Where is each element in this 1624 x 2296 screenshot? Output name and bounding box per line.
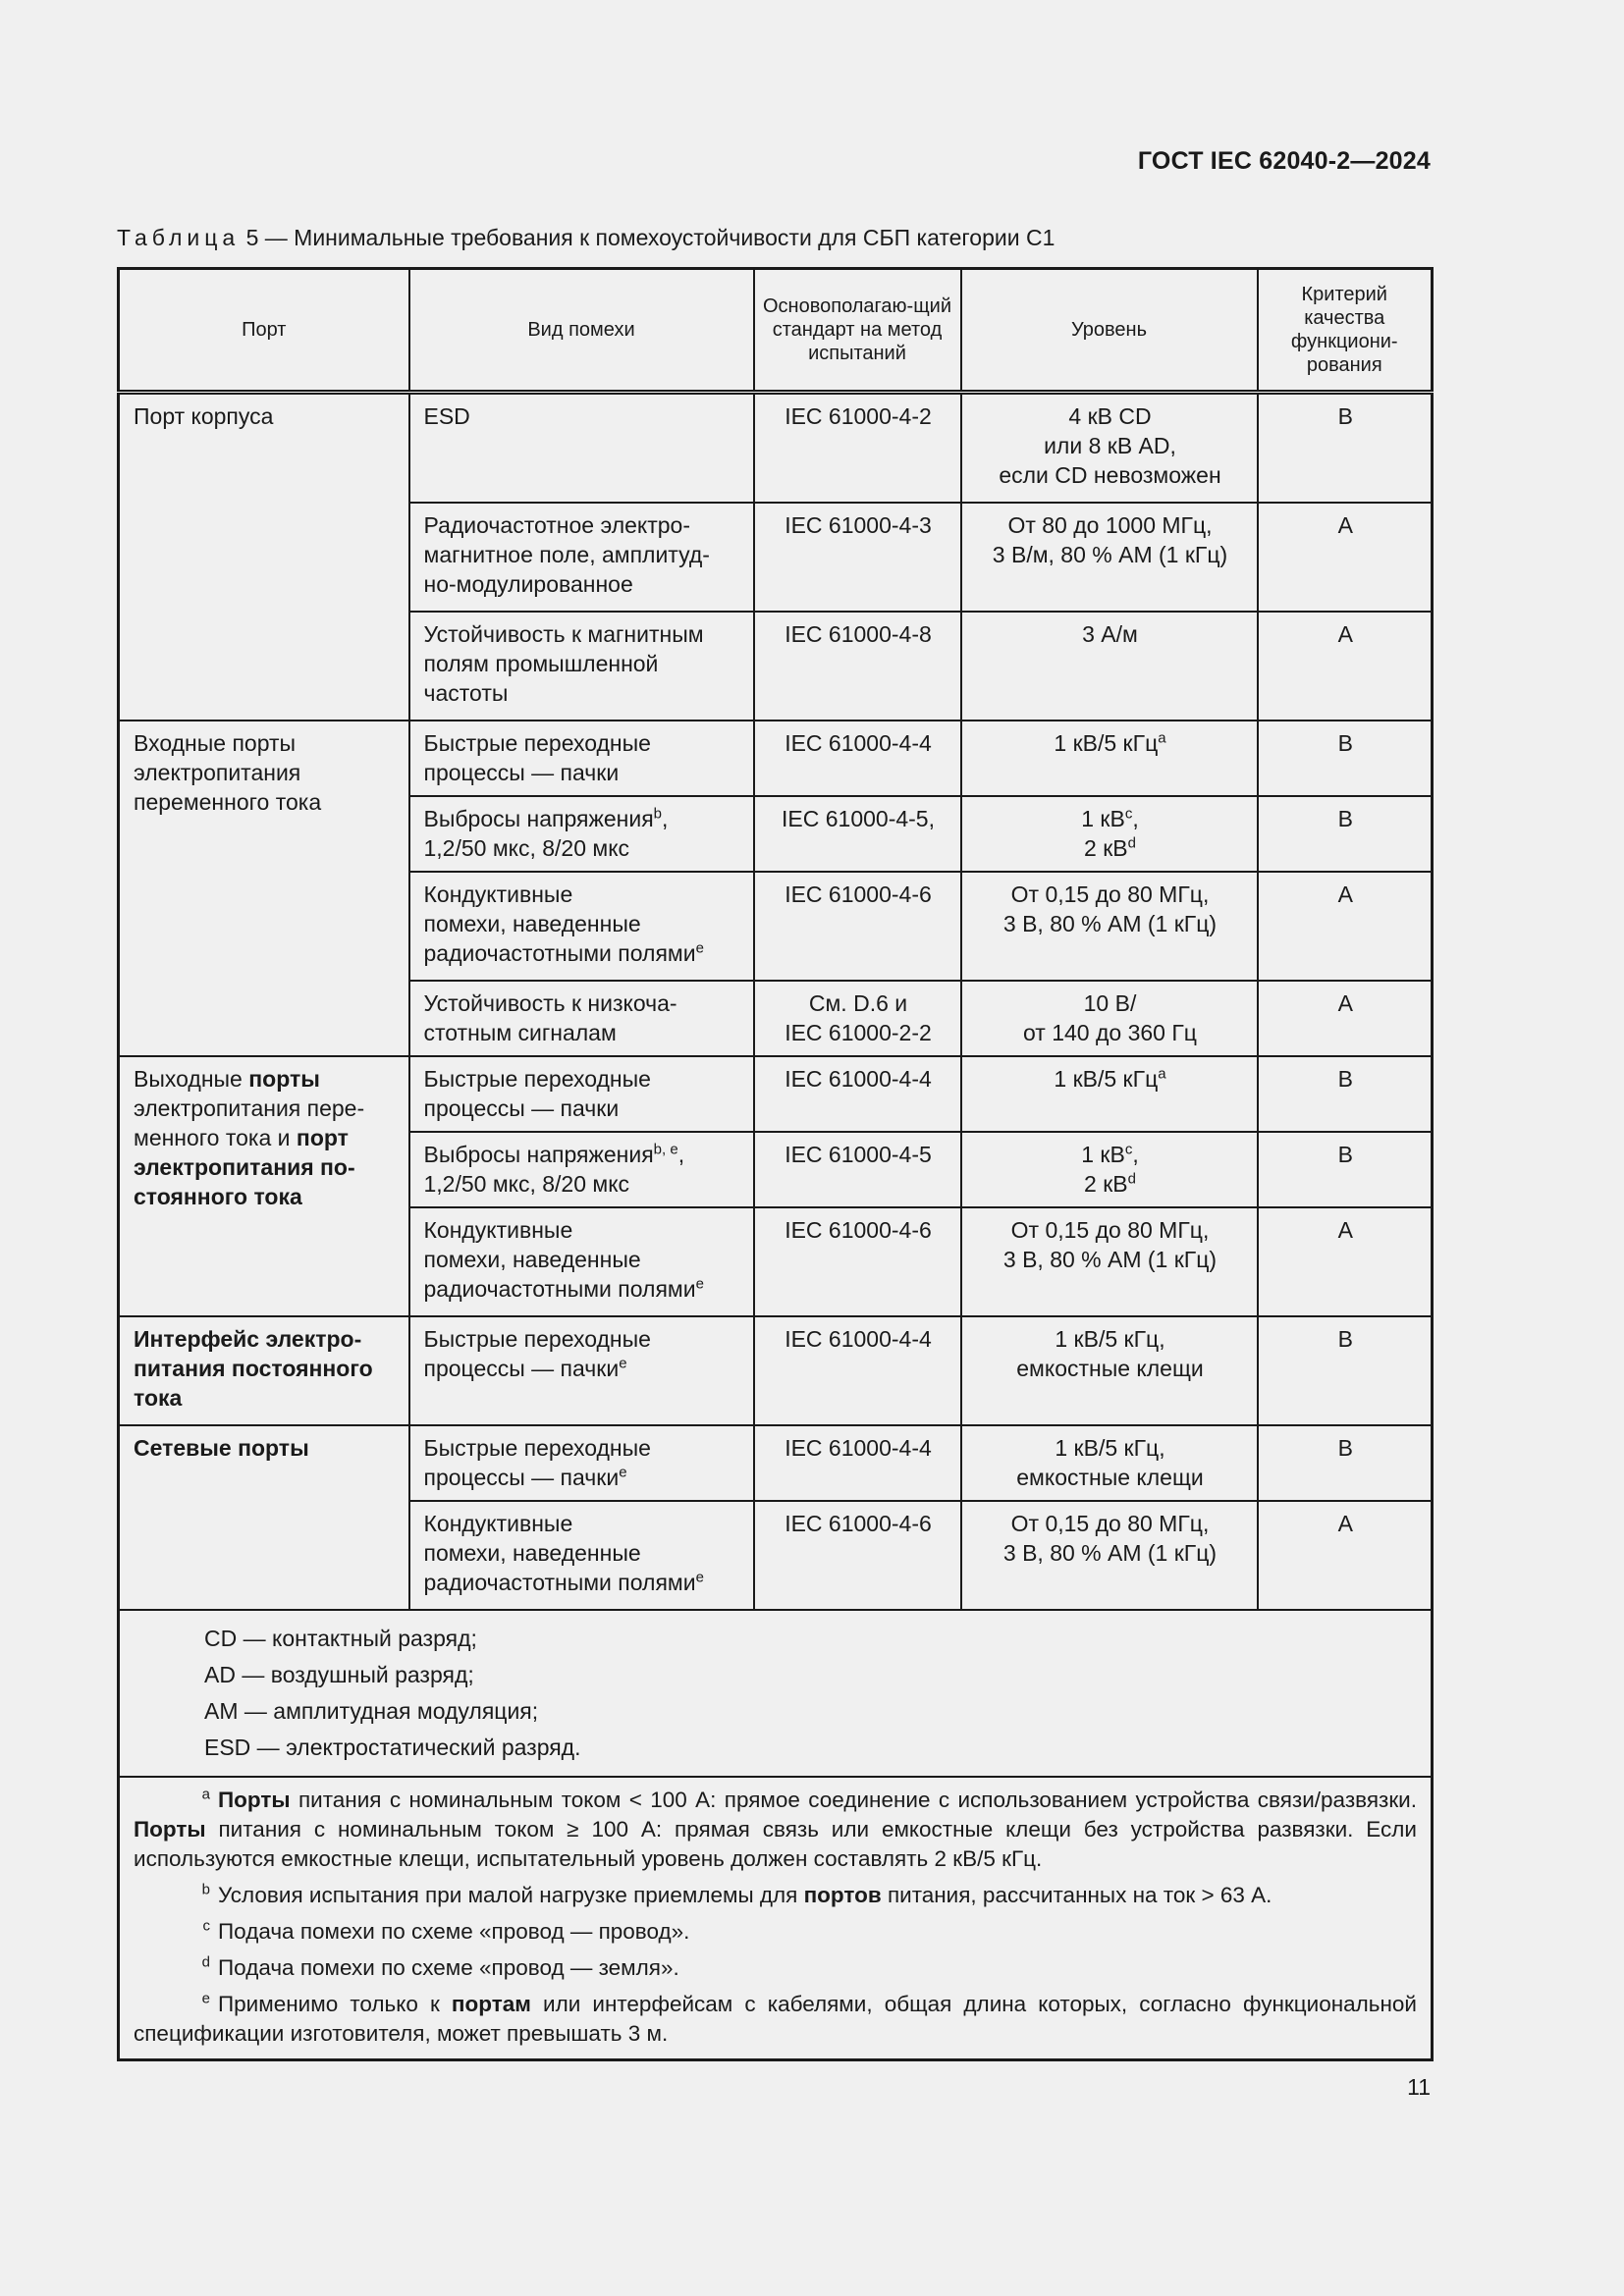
abbreviation-item: ESD — электростатический разряд. [204, 1735, 581, 1760]
immunity-table-wrapper [117, 267, 1431, 2061]
footnote-c: $^c$ Подача помехи по схеме «провод — провод». [202, 1917, 690, 1944]
kind-cell: ESD [409, 393, 754, 504]
abbreviations-row [119, 1610, 1433, 1777]
kind-cell: Кондуктивные помехи, наведенные радиочастотными полями$^e$ [409, 1207, 754, 1316]
abbreviation-item: CD — контактный разряд; [204, 1626, 477, 1651]
footnote-ref: b [653, 805, 663, 823]
kind-cell: Быстрые переходные процессы — пачки [409, 721, 754, 796]
immunity-table [117, 267, 1434, 2061]
footnote-d: $^d$ Подача помехи по схеме «провод — земля». [201, 1953, 679, 1980]
header-level: Уровень [961, 269, 1258, 393]
port-cell: Сетевые порты [119, 1425, 409, 1610]
caption-prefix: Таблица [117, 225, 241, 250]
footnote-ref: d [1127, 1170, 1136, 1188]
header-standard: Основополагаю-щий стандарт на метод испытаний [754, 269, 961, 393]
level-cell: 1 кВ/5 кГц$^a$ [961, 1056, 1258, 1132]
level-cell: От 0,15 до 80 МГц, 3 В, 80 % AM (1 кГц) [961, 1501, 1258, 1610]
kind-cell: Быстрые переходные процессы — пачки$^e$ [409, 1425, 754, 1501]
level-cell: От 0,15 до 80 МГц, 3 В, 80 % AM (1 кГц) [961, 872, 1258, 981]
footnote-ref: e [619, 1464, 627, 1481]
footnote-ref: e [695, 1275, 704, 1293]
level-cell: От 80 до 1000 МГц, 3 В/м, 80 % AM (1 кГц) [961, 503, 1258, 612]
page-number: 11 [1407, 2074, 1431, 2100]
criterion-cell: A [1258, 872, 1433, 981]
standard-cell: См. D.6 и IEC 61000-2-2 [754, 981, 961, 1056]
header-kind: Вид помехи [409, 269, 754, 393]
footnote-ref: a [1158, 1065, 1166, 1083]
level-cell: 10 В/ от 140 до 360 Гц [961, 981, 1258, 1056]
header-criterion: Критерий качества функциони-рования [1258, 269, 1433, 393]
caption-title: — Минимальные требования к помехоустойчивости для СБП категории С1 [258, 225, 1056, 250]
table-row [119, 1425, 1433, 1501]
level-cell: 1 кВ/5 кГц$^a$ [961, 721, 1258, 796]
standard-cell: IEC 61000-4-3 [754, 503, 961, 612]
table-row [119, 721, 1433, 796]
document-code: ГОСТ IEC 62040-2—2024 [1137, 147, 1431, 175]
standard-cell: IEC 61000-4-4 [754, 1425, 961, 1501]
abbreviations-cell [119, 1610, 1433, 1777]
criterion-cell: A [1258, 503, 1433, 612]
level-cell: 1 $кВ^c$, 2 $кВ^d$ [961, 1132, 1258, 1207]
footnote-e: $^e$ Применимо только к портам или интерфейсам с кабелями, общая длина которых, согласно функциональной спецификации изготовителя, может превышать 3 м. [134, 1990, 1417, 2046]
port-cell: Выходные порты электропитания пере- менного тока и порт электропитания по- стоянного тока [119, 1056, 409, 1316]
kind-cell: Устойчивость к низкоча- стотным сигналам [409, 981, 754, 1056]
criterion-cell: B [1258, 1316, 1433, 1425]
standard-cell: IEC 61000-4-5 [754, 1132, 961, 1207]
footnote-ref: e [619, 1355, 627, 1372]
footnote-ref: d [1127, 834, 1136, 852]
port-cell: Входные порты электропитания переменного тока [119, 721, 409, 1056]
kind-cell: Радиочастотное электро- магнитное поле, амплитуд- но-модулированное [409, 503, 754, 612]
footnotes-cell [119, 1777, 1433, 2060]
standard-cell: IEC 61000-4-2 [754, 393, 961, 504]
standard-cell: IEC 61000-4-5, [754, 796, 961, 872]
kind-cell: Кондуктивные помехи, наведенные радиочастотными полями$^e$ [409, 1501, 754, 1610]
standard-cell: IEC 61000-4-6 [754, 1207, 961, 1316]
header-port: Порт [119, 269, 409, 393]
abbreviation-item: AD — воздушный разряд; [204, 1662, 474, 1687]
table-row [119, 1056, 1433, 1132]
footnote-b: $^b$ Условия испытания при малой нагрузке приемлемы для портов питания, рассчитанных на ток > 63 А. [201, 1881, 1272, 1907]
kind-cell: Устойчивость к магнитным полям промышленной частоты [409, 612, 754, 721]
kind-cell: Кондуктивные помехи, наведенные радиочастотными полями$^e$ [409, 872, 754, 981]
footnote-ref: b, e [653, 1141, 678, 1158]
level-cell: 1 кВ/5 кГц, емкостные клещи [961, 1425, 1258, 1501]
abbreviation-item: AM — амплитудная модуляция; [204, 1698, 539, 1724]
criterion-cell: B [1258, 796, 1433, 872]
table-row [119, 393, 1433, 504]
criterion-cell: B [1258, 393, 1433, 504]
level-cell: От 0,15 до 80 МГц, 3 В, 80 % AM (1 кГц) [961, 1207, 1258, 1316]
kind-cell: Быстрые переходные процессы — пачки [409, 1056, 754, 1132]
standard-cell: IEC 61000-4-4 [754, 721, 961, 796]
level-cell: 1 $кВ^c$, 2 $кВ^d$ [961, 796, 1258, 872]
standard-cell: IEC 61000-4-6 [754, 1501, 961, 1610]
port-cell: Интерфейс электро- питания постоянного тока [119, 1316, 409, 1425]
kind-cell: Выбросы напряжения$^b$, 1,2/50 мкс, 8/20 мкс [409, 796, 754, 872]
criterion-cell: B [1258, 1056, 1433, 1132]
kind-cell: Быстрые переходные процессы — пачки$^e$ [409, 1316, 754, 1425]
footnote-ref: c [1124, 1141, 1133, 1158]
footnote-ref: e [695, 1569, 704, 1586]
level-cell: 1 кВ/5 кГц, емкостные клещи [961, 1316, 1258, 1425]
footnotes-row [119, 1777, 1433, 2060]
standard-cell: IEC 61000-4-4 [754, 1316, 961, 1425]
table-row [119, 1316, 1433, 1425]
standard-cell: IEC 61000-4-4 [754, 1056, 961, 1132]
kind-cell: Выбросы напряжения$^{b, e}$, 1,2/50 мкс, 8/20 мкс [409, 1132, 754, 1207]
footnote-ref: e [695, 939, 704, 957]
level-cell: 3 А/м [961, 612, 1258, 721]
criterion-cell: A [1258, 1501, 1433, 1610]
criterion-cell: A [1258, 612, 1433, 721]
footnote-a: $^a$ Порты питания с номинальным током < 100 А: прямое соединение с использованием устройства связи/развязки. Порты питания с номинальным током ≥ 100 А: прямая связь или емкостные клещи без устройства развязки. Если используются емкостные клещи, испытательный уровень должен составлять 2 кВ/5 кГц. [134, 1786, 1417, 1871]
caption-number: 5 [245, 225, 259, 250]
port-cell: Порт корпуса [119, 393, 409, 721]
level-cell: 4 кВ CD или 8 кВ AD, если CD невозможен [961, 393, 1258, 504]
footnote-ref: c [1124, 805, 1133, 823]
criterion-cell: B [1258, 721, 1433, 796]
standard-cell: IEC 61000-4-8 [754, 612, 961, 721]
table-header-row [119, 269, 1433, 393]
criterion-cell: B [1258, 1132, 1433, 1207]
footnote-ref: a [1158, 729, 1166, 747]
standard-cell: IEC 61000-4-6 [754, 872, 961, 981]
criterion-cell: B [1258, 1425, 1433, 1501]
table-caption [117, 225, 1055, 251]
criterion-cell: A [1258, 1207, 1433, 1316]
criterion-cell: A [1258, 981, 1433, 1056]
